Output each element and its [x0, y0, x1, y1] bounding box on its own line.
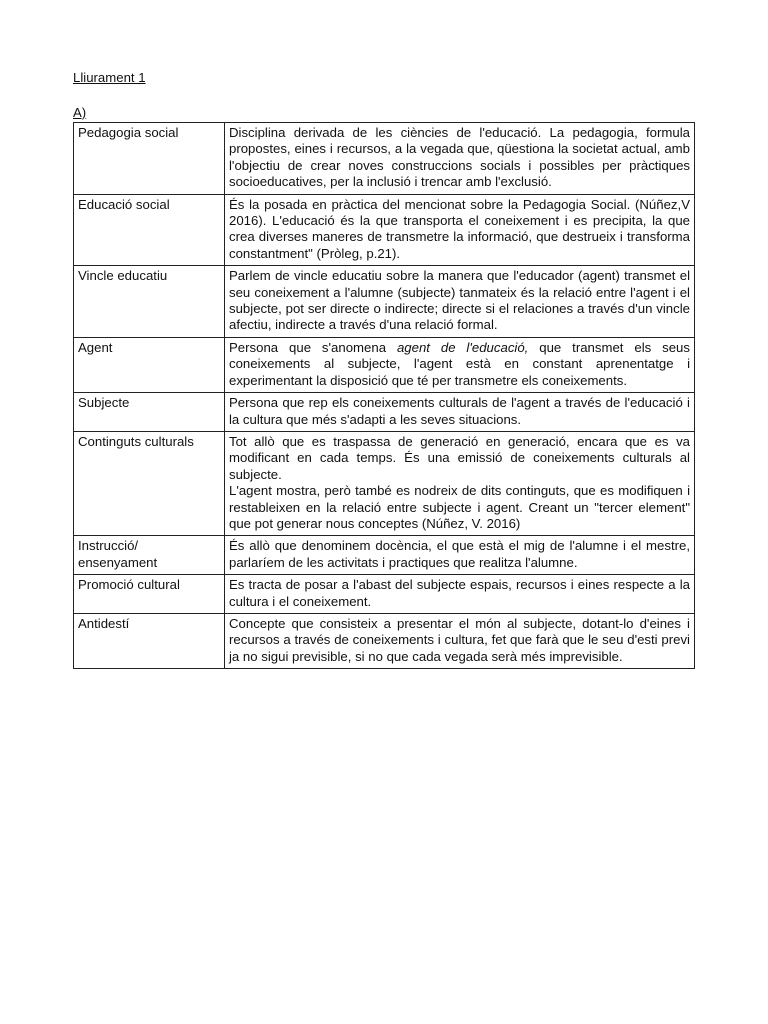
definition-paragraph: Persona que rep els coneixements culturals de l'agent a través de l'educació i la cultura que més s'adapti a les seves situacions.: [229, 395, 690, 427]
definition-cell: [225, 266, 695, 338]
table-row: [74, 123, 695, 195]
definition-text: Persona que s'anomena: [229, 339, 397, 355]
definition-text: que transmet els seus coneixements al subjecte, l'agent està en constant aprenentatge i experimentant la disposició que té per transmetre els coneixements.: [229, 339, 690, 388]
document-title: Lliurament 1: [73, 70, 146, 85]
definition-cell: [225, 393, 695, 432]
term-cell: Educació social: [74, 194, 225, 266]
table-row: [74, 393, 695, 432]
term-cell: Vincle educatiu: [74, 266, 225, 338]
term-cell: Promoció cultural: [74, 575, 225, 614]
term-cell: Continguts culturals: [74, 431, 225, 535]
definition-paragraph: L'agent mostra, però també es nodreix de dits continguts, que es modifiquen i restableixen en la relació entre subjecte i agent. Creant un "tercer element" que pot generar nous conceptes (Núñez, V. 2016): [229, 483, 690, 531]
definition-cell: [225, 575, 695, 614]
table-row: [74, 575, 695, 614]
definition-paragraph: Concepte que consisteix a presentar el món al subjecte, dotant-lo d'eines i recursos a través de coneixements i cultura, fet que farà que le seu d'esti previ ja no sigui previsible, si no que cada vegada serà més imprevisible.: [229, 615, 690, 664]
table-row: [74, 536, 695, 575]
table-row: [74, 431, 695, 535]
definition-paragraph: Disciplina derivada de les ciències de l'educació. La pedagogia, formula propostes, eines i recursos, a la vegada que, qüestiona la societat actual, amb l'objectiu de crear noves construccions socials i possibles per pràctiques socioeducatives, per la inclusió i trencar amb l'exclusió.: [229, 125, 690, 190]
definitions-table: [73, 122, 695, 669]
term-cell: Antidestí: [74, 613, 225, 668]
section-label: A): [73, 105, 87, 120]
definition-cell: [225, 431, 695, 535]
term-cell: Agent: [74, 337, 225, 392]
definition-emphasis: agent de l'educació,: [396, 339, 529, 355]
term-cell: Pedagogia social: [74, 123, 225, 195]
definition-paragraph: Tot allò que es traspassa de generació en generació, encara que es va modificant en cada temps. És una emissió de coneixements culturals al subjecte.: [229, 433, 690, 482]
definition-paragraph: Parlem de vincle educatiu sobre la manera que l'educador (agent) transmet el seu coneixement a l'alumne (subjecte) tanmateix és la relació entre l'agent i el subjecte, pot ser directe o indirecte; directe si el relaciones a través d'un vincle afectiu, indirecte a través d'una relació formal.: [229, 268, 690, 333]
table-row: [74, 194, 695, 266]
table-row: [74, 613, 695, 668]
definition-paragraph: És la posada en pràctica del mencionat sobre la Pedagogia Social. (Núñez,V 2016). L'educació és la que transporta el coneixement i es precipita, la que crea diverses maneres de transmetre la informació, que destrueix i transforma constantment" (Pròleg, p.21).: [229, 196, 690, 261]
definition-cell: [225, 536, 695, 575]
table-row: [74, 337, 695, 392]
definition-paragraph: És allò que denominem docència, el que està el mig de l'alumne i el mestre, parlaríem de les activitats i practiques que realitza l'alumne.: [229, 538, 690, 570]
definition-paragraph: Es tracta de posar a l'abast del subjecte espais, recursos i eines respecte a la cultura i el coneixement.: [229, 577, 690, 609]
definition-cell: [225, 337, 695, 392]
definition-cell: [225, 123, 695, 195]
definition-cell: [225, 194, 695, 266]
definition-cell: [225, 613, 695, 668]
term-cell: Subjecte: [74, 393, 225, 432]
table-row: [74, 266, 695, 338]
term-cell: Instrucció/ ensenyament: [74, 536, 225, 575]
